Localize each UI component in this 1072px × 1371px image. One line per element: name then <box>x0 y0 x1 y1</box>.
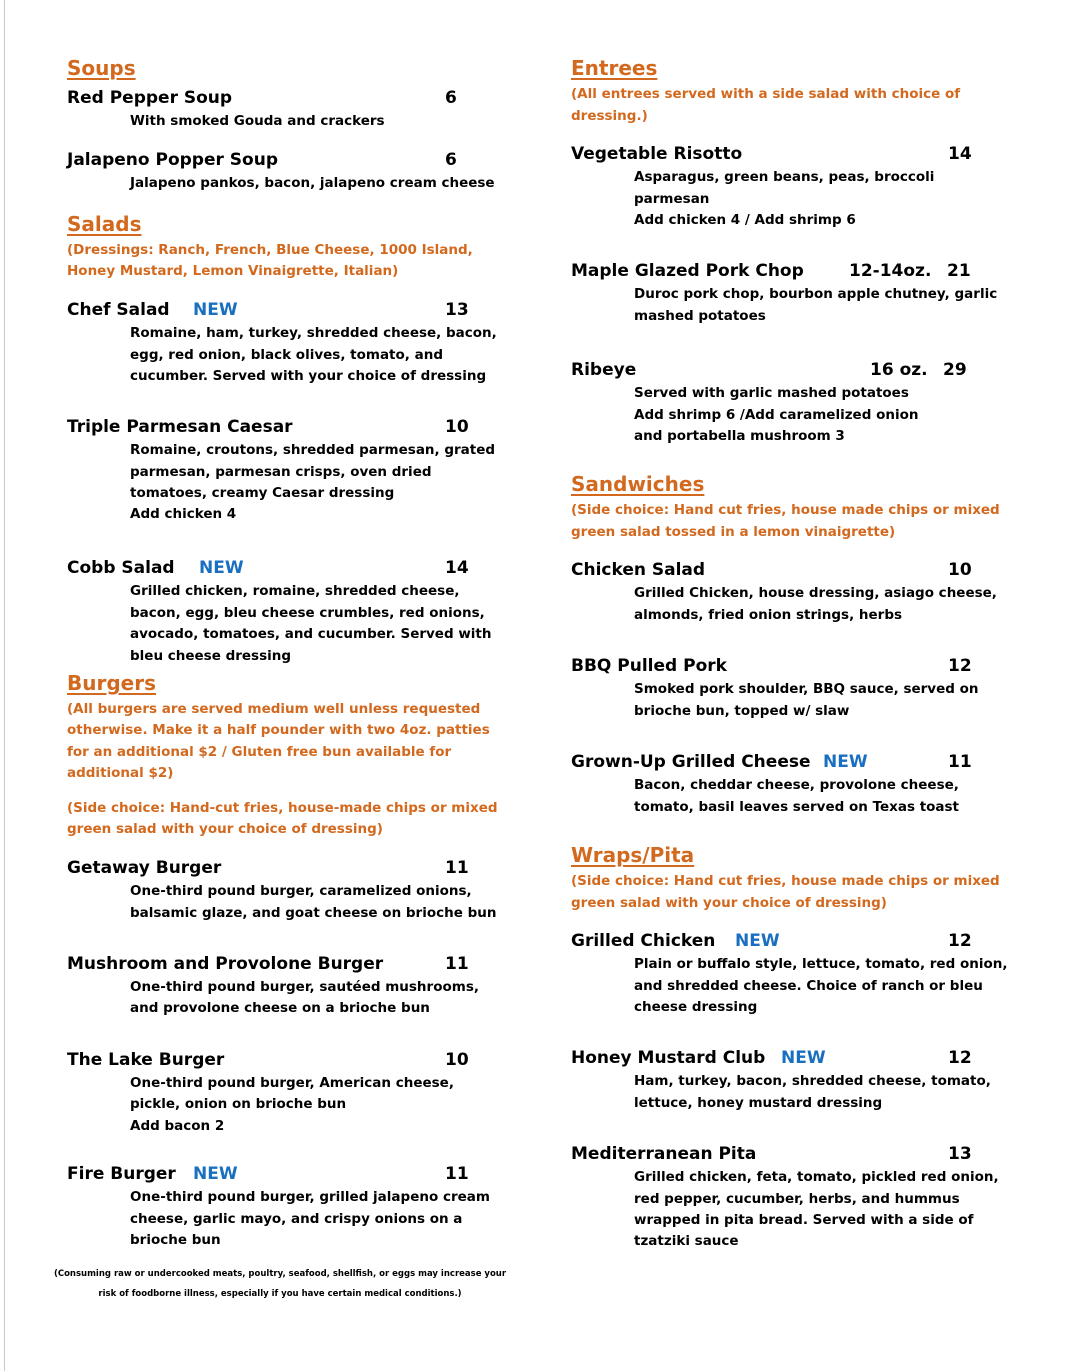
item-description: cheese dressing <box>634 999 758 1015</box>
item-description: bleu cheese dressing <box>130 648 292 664</box>
item-price: 12 <box>948 931 972 951</box>
section-note: additional $2) <box>67 765 174 781</box>
item-description: parmesan, parmesan crisps, oven dried <box>130 464 432 480</box>
item-description: Grilled Chicken, house dressing, asiago cheese, <box>634 585 997 601</box>
item-description: wrapped in pita bread. Served with a side of <box>634 1212 974 1228</box>
new-badge: NEW <box>735 931 780 951</box>
new-badge: NEW <box>199 558 244 578</box>
item-description: Add shrimp 6 /Add caramelized onion <box>634 407 919 423</box>
item-description: Add chicken 4 <box>130 506 237 522</box>
item-price: 11 <box>948 752 972 772</box>
item-price: 13 <box>948 1144 972 1164</box>
item-name: Honey Mustard Club <box>571 1048 766 1068</box>
page-edge <box>4 0 5 1371</box>
item-name: Ribeye <box>571 360 637 380</box>
item-size: 12-14oz. <box>849 261 932 281</box>
item-price: 6 <box>445 88 457 108</box>
item-name: The Lake Burger <box>67 1050 225 1070</box>
item-price: 29 <box>943 360 967 380</box>
item-price: 14 <box>445 558 469 578</box>
section-heading-entrees: Entrees <box>571 56 658 80</box>
section-note: (Side choice: Hand-cut fries, house-made chips or mixed <box>67 800 498 816</box>
item-name: Maple Glazed Pork Chop <box>571 261 804 281</box>
item-price: 12 <box>948 1048 972 1068</box>
section-note: (Side choice: Hand cut fries, house made chips or mixed <box>571 502 1000 518</box>
section-note: Honey Mustard, Lemon Vinaigrette, Italian) <box>67 263 399 279</box>
section-note: green salad with your choice of dressing) <box>571 895 887 911</box>
item-description: Asparagus, green beans, peas, broccoli <box>634 169 935 185</box>
section-heading-sandwiches: Sandwiches <box>571 472 705 496</box>
item-description: almonds, fried onion strings, herbs <box>634 607 903 623</box>
item-description: tomato, basil leaves served on Texas toast <box>634 799 960 815</box>
item-description: tomatoes, creamy Caesar dressing <box>130 485 395 501</box>
item-name: Vegetable Risotto <box>571 144 743 164</box>
disclaimer: risk of foodborne illness, especially if you have certain medical conditions.) <box>98 1289 462 1299</box>
item-description: and shredded cheese. Choice of ranch or bleu <box>634 978 983 994</box>
item-description: Romaine, croutons, shredded parmesan, grated <box>130 442 496 458</box>
item-name: Chicken Salad <box>571 560 706 580</box>
item-description: Add chicken 4 / Add shrimp 6 <box>634 212 856 228</box>
section-note: otherwise. Make it a half pounder with two 4oz. patties <box>67 722 490 738</box>
section-note: (All burgers are served medium well unless requested <box>67 701 481 717</box>
item-description: Add bacon 2 <box>130 1118 225 1134</box>
item-name: Fire Burger <box>67 1164 176 1184</box>
section-heading-burgers: Burgers <box>67 671 156 695</box>
item-description: One-third pound burger, sautéed mushrooms, <box>130 979 479 995</box>
new-badge: NEW <box>193 1164 238 1184</box>
item-price: 10 <box>445 1050 469 1070</box>
section-note: (Dressings: Ranch, French, Blue Cheese, 1000 Island, <box>67 242 473 258</box>
item-name: Grilled Chicken <box>571 931 716 951</box>
item-price: 13 <box>445 300 469 320</box>
item-description: With smoked Gouda and crackers <box>130 113 385 129</box>
item-description: Romaine, ham, turkey, shredded cheese, bacon, <box>130 325 497 341</box>
item-description: Grilled chicken, feta, tomato, pickled red onion, <box>634 1169 999 1185</box>
item-description: Grilled chicken, romaine, shredded cheese, <box>130 583 460 599</box>
item-description: bacon, egg, bleu cheese crumbles, red onions, <box>130 605 485 621</box>
item-name: Red Pepper Soup <box>67 88 233 108</box>
item-name: Getaway Burger <box>67 858 222 878</box>
item-description: balsamic glaze, and goat cheese on brioche bun <box>130 905 497 921</box>
item-description: cheese, garlic mayo, and crispy onions on a <box>130 1211 463 1227</box>
item-price: 10 <box>445 417 469 437</box>
item-description: brioche bun, topped w/ slaw <box>634 703 850 719</box>
item-price: 12 <box>948 656 972 676</box>
item-description: Duroc pork chop, bourbon apple chutney, garlic <box>634 286 998 302</box>
section-heading-soups: Soups <box>67 56 136 80</box>
item-name: Triple Parmesan Caesar <box>67 417 293 437</box>
item-name: Cobb Salad <box>67 558 175 578</box>
item-description: lettuce, honey mustard dressing <box>634 1095 883 1111</box>
section-note: green salad with your choice of dressing) <box>67 821 383 837</box>
section-note: (Side choice: Hand cut fries, house made chips or mixed <box>571 873 1000 889</box>
item-name: Mediterranean Pita <box>571 1144 757 1164</box>
item-description: parmesan <box>634 191 710 207</box>
item-name: BBQ Pulled Pork <box>571 656 727 676</box>
item-price: 10 <box>948 560 972 580</box>
item-description: Plain or buffalo style, lettuce, tomato, red onion, <box>634 956 1008 972</box>
item-name: Grown-Up Grilled Cheese <box>571 752 811 772</box>
item-name: Chef Salad <box>67 300 170 320</box>
item-size: 16 oz. <box>870 360 928 380</box>
item-description: Ham, turkey, bacon, shredded cheese, tomato, <box>634 1073 991 1089</box>
item-description: brioche bun <box>130 1232 221 1248</box>
item-description: mashed potatoes <box>634 308 766 324</box>
section-heading-salads: Salads <box>67 212 142 236</box>
disclaimer: (Consuming raw or undercooked meats, poultry, seafood, shellfish, or eggs may increase your <box>53 1269 507 1279</box>
item-description: and provolone cheese on a brioche bun <box>130 1000 430 1016</box>
section-note: green salad tossed in a lemon vinaigrette) <box>571 524 896 540</box>
item-description: cucumber. Served with your choice of dressing <box>130 368 487 384</box>
section-note: for an additional $2 / Gluten free bun available for <box>67 744 452 760</box>
item-description: Bacon, cheddar cheese, provolone cheese, <box>634 777 959 793</box>
new-badge: NEW <box>823 752 868 772</box>
item-price: 11 <box>445 858 469 878</box>
new-badge: NEW <box>193 300 238 320</box>
item-price: 14 <box>948 144 972 164</box>
section-note: dressing.) <box>571 108 648 124</box>
item-price: 6 <box>445 150 457 170</box>
item-description: One-third pound burger, American cheese, <box>130 1075 454 1091</box>
section-note: (All entrees served with a side salad with choice of <box>571 86 961 102</box>
item-description: avocado, tomatoes, and cucumber. Served with <box>130 626 492 642</box>
item-description: Served with garlic mashed potatoes <box>634 385 909 401</box>
item-name: Jalapeno Popper Soup <box>67 150 278 170</box>
item-description: and portabella mushroom 3 <box>634 428 845 444</box>
item-description: One-third pound burger, grilled jalapeno cream <box>130 1189 490 1205</box>
item-price: 11 <box>445 954 469 974</box>
item-description: Jalapeno pankos, bacon, jalapeno cream cheese <box>130 175 495 191</box>
item-name: Mushroom and Provolone Burger <box>67 954 384 974</box>
item-description: Smoked pork shoulder, BBQ sauce, served on <box>634 681 979 697</box>
section-heading-wraps: Wraps/Pita <box>571 843 695 867</box>
item-price: 21 <box>947 261 971 281</box>
item-description: One-third pound burger, caramelized onions, <box>130 883 472 899</box>
item-description: tzatziki sauce <box>634 1233 739 1249</box>
item-price: 11 <box>445 1164 469 1184</box>
item-description: red pepper, cucumber, herbs, and hummus <box>634 1191 960 1207</box>
new-badge: NEW <box>781 1048 826 1068</box>
item-description: pickle, onion on brioche bun <box>130 1096 347 1112</box>
item-description: egg, red onion, black olives, tomato, and <box>130 347 443 363</box>
